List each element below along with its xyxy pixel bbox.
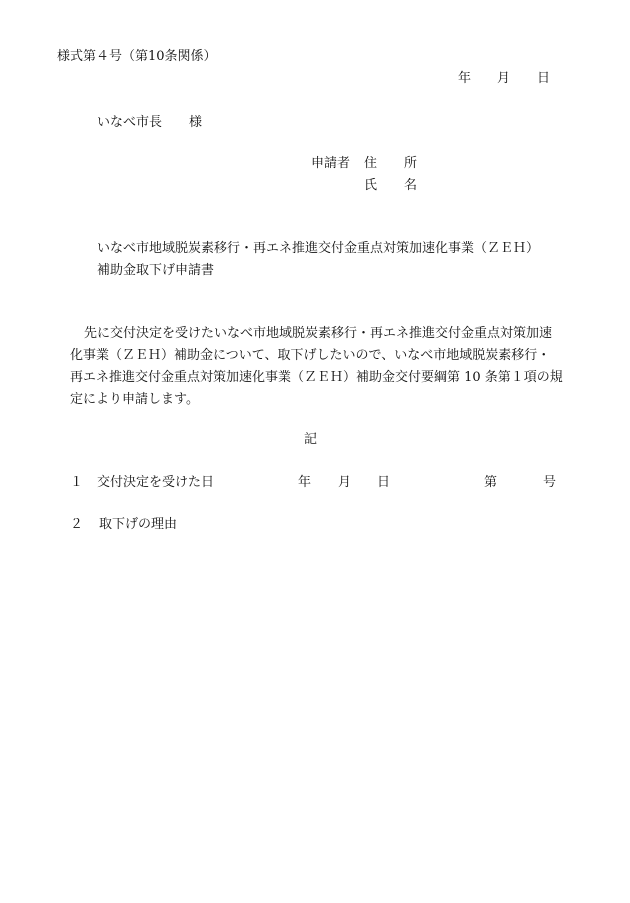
item-1-gou: 号 — [543, 475, 557, 490]
date-month-label: 月 — [497, 71, 511, 86]
body-line-1: 先に交付決定を受けたいなべ市地域脱炭素移行・再エネ推進交付金重点対策加速 — [84, 326, 553, 341]
form-id: 様式第４号（第10条関係） — [57, 49, 217, 64]
addressee-honorific: 様 — [189, 115, 203, 130]
item-1-dai: 第 — [484, 475, 498, 490]
date-year-label: 年 — [458, 71, 472, 86]
item-2-number: ２ — [70, 517, 84, 532]
body-line-2: 化事業（ＺＥＨ）補助金について、取下げしたいので、いなべ市地域脱炭素移行・ — [70, 348, 551, 363]
item-1-year: 年 — [298, 475, 312, 490]
item-1-label: 交付決定を受けた日 — [97, 475, 215, 490]
item-1-day: 日 — [377, 475, 391, 490]
ki-heading: 記 — [304, 432, 318, 447]
title-line-2: 補助金取下げ申請書 — [97, 263, 215, 278]
name-label-char-2: 名 — [404, 178, 418, 193]
address-label-char-2: 所 — [404, 156, 418, 171]
address-label-char-1: 住 — [364, 156, 378, 171]
date-day-label: 日 — [537, 71, 551, 86]
item-1-month: 月 — [338, 475, 352, 490]
name-label-char-1: 氏 — [364, 178, 378, 193]
body-line-4: 定により申請します。 — [70, 392, 199, 407]
item-2-label: 取下げの理由 — [99, 517, 178, 532]
addressee-name: いなべ市長 — [97, 115, 163, 130]
title-line-1: いなべ市地域脱炭素移行・再エネ推進交付金重点対策加速化事業（ＺＥＨ） — [97, 241, 540, 256]
applicant-label: 申請者 — [311, 156, 351, 171]
body-line-3: 再エネ推進交付金重点対策加速化事業（ＺＥＨ）補助金交付要綱第 10 条第１項の規 — [70, 370, 563, 385]
item-1-number: １ — [70, 475, 84, 490]
